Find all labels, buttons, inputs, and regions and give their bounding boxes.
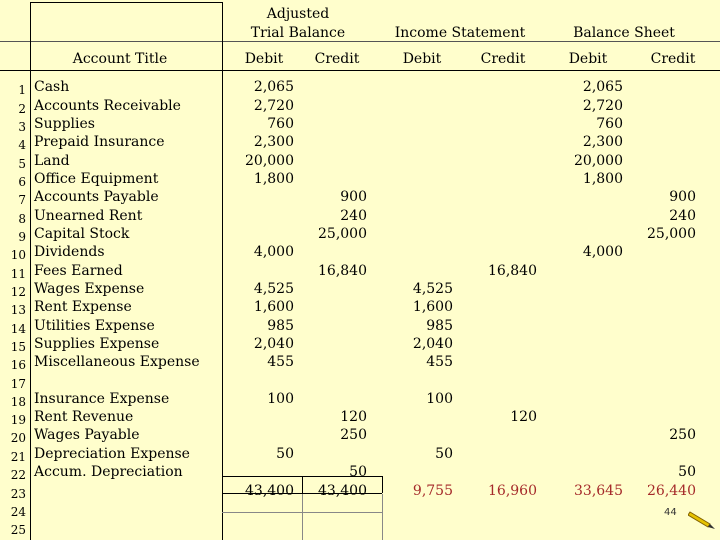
row-number: 10 [10, 248, 26, 262]
row-number: 19 [10, 413, 26, 427]
cell-is-c: 120 [510, 409, 537, 425]
cell-tb-d: 1,600 [253, 299, 294, 315]
cell-tb-d: 4,525 [253, 281, 294, 297]
row-number: 6 [18, 175, 26, 189]
cell-bs-c: 26,440 [647, 483, 696, 499]
cell-is-d: 2,040 [412, 336, 453, 352]
cell-tb-d: 2,065 [253, 79, 294, 95]
cell-bs-d: 1,800 [582, 171, 623, 187]
cell-tb-d: 100 [267, 391, 294, 407]
cell-bs-d: 2,065 [582, 79, 623, 95]
row-number: 3 [18, 120, 26, 134]
row-number: 2 [18, 102, 26, 116]
cell-bs-d: 33,645 [574, 483, 623, 499]
income-statement-header: Income Statement [394, 25, 526, 41]
account-title: Land [34, 153, 70, 169]
cell-bs-c: 240 [669, 208, 696, 224]
rownum-divider [30, 2, 31, 540]
header-rule [0, 41, 720, 42]
row24-box-mid [302, 494, 303, 540]
account-title: Rent Revenue [34, 409, 134, 425]
row-number: 20 [10, 431, 26, 445]
cell-tb-c: 25,000 [318, 226, 367, 242]
row-number: 4 [18, 138, 26, 152]
account-title: Dividends [34, 244, 105, 260]
cell-is-d: 100 [426, 391, 453, 407]
cell-tb-d: 455 [267, 354, 294, 370]
account-title: Cash [34, 79, 70, 95]
cell-is-d: 1,600 [412, 299, 453, 315]
cell-bs-c: 250 [669, 427, 696, 443]
cell-bs-d: 20,000 [574, 153, 623, 169]
account-title: Office Equipment [34, 171, 159, 187]
cell-tb-c: 43,400 [318, 483, 367, 499]
cell-is-d: 985 [426, 318, 453, 334]
cell-is-c: 16,960 [488, 483, 537, 499]
row-number: 9 [18, 230, 26, 244]
row-number: 18 [10, 395, 26, 409]
bs-debit-header: Debit [568, 51, 608, 67]
is-debit-header: Debit [402, 51, 442, 67]
cell-tb-c: 900 [340, 189, 367, 205]
row-number: 23 [10, 487, 26, 501]
cell-tb-d: 4,000 [253, 244, 294, 260]
header-top-rule [30, 2, 222, 3]
row-number: 12 [10, 285, 26, 299]
cell-bs-c: 50 [678, 464, 696, 480]
is-credit-header: Credit [480, 51, 526, 67]
cell-tb-c: 120 [340, 409, 367, 425]
bs-credit-header: Credit [650, 51, 696, 67]
cell-tb-c: 16,840 [318, 263, 367, 279]
cell-bs-d: 2,300 [582, 134, 623, 150]
row-number: 22 [10, 468, 26, 482]
account-title: Prepaid Insurance [34, 134, 165, 150]
row-number: 8 [18, 212, 26, 226]
cell-bs-d: 2,720 [582, 98, 623, 114]
cell-tb-d: 20,000 [245, 153, 294, 169]
account-title: Insurance Expense [34, 391, 170, 407]
account-title: Wages Payable [34, 427, 140, 443]
cell-is-d: 50 [435, 446, 453, 462]
row-number: 5 [18, 157, 26, 171]
cell-tb-c: 240 [340, 208, 367, 224]
account-title: Unearned Rent [34, 208, 143, 224]
cell-tb-c: 50 [349, 464, 367, 480]
cell-is-d: 4,525 [412, 281, 453, 297]
tb-debit-header: Debit [244, 51, 284, 67]
row-number: 25 [10, 523, 26, 537]
row-number: 15 [10, 340, 26, 354]
account-title: Wages Expense [34, 281, 145, 297]
account-title: Supplies Expense [34, 336, 160, 352]
row-number: 11 [10, 267, 26, 281]
cell-bs-c: 25,000 [647, 226, 696, 242]
row-number: 16 [10, 358, 26, 372]
row-number: 1 [18, 83, 26, 97]
cell-bs-d: 760 [596, 116, 623, 132]
cell-tb-d: 1,800 [253, 171, 294, 187]
cell-tb-d: 2,300 [253, 134, 294, 150]
cell-tb-c: 250 [340, 427, 367, 443]
cell-bs-d: 4,000 [582, 244, 623, 260]
row-number: 14 [10, 322, 26, 336]
page-number: 44 [664, 507, 677, 518]
tb-credit-header: Credit [314, 51, 360, 67]
cell-tb-d: 43,400 [245, 483, 294, 499]
row-number: 17 [10, 377, 26, 391]
account-title: Accounts Payable [34, 189, 159, 205]
cell-tb-d: 760 [267, 116, 294, 132]
row-number: 21 [10, 450, 26, 464]
balance-sheet-header: Balance Sheet [573, 25, 675, 41]
account-title: Utilities Expense [34, 318, 155, 334]
trial-balance-header: Adjusted Trial Balance [250, 6, 346, 41]
account-title-header: Account Title [72, 51, 168, 67]
account-title: Supplies [34, 116, 95, 132]
row-number: 7 [18, 193, 26, 207]
cell-bs-c: 900 [669, 189, 696, 205]
cell-is-c: 16,840 [488, 263, 537, 279]
account-title: Capital Stock [34, 226, 130, 242]
pencil-icon [688, 508, 716, 530]
column-header-rule [0, 70, 720, 71]
account-title: Miscellaneous Expense [34, 354, 200, 370]
account-title: Fees Earned [34, 263, 123, 279]
account-divider [222, 2, 223, 540]
cell-tb-d: 985 [267, 318, 294, 334]
cell-is-d: 455 [426, 354, 453, 370]
account-title: Depreciation Expense [34, 446, 190, 462]
row-number: 13 [10, 303, 26, 317]
account-title: Rent Expense [34, 299, 132, 315]
cell-tb-d: 50 [276, 446, 294, 462]
row-number: 24 [10, 505, 26, 519]
account-title: Accum. Depreciation [34, 464, 183, 480]
cell-is-d: 9,755 [412, 483, 453, 499]
cell-tb-d: 2,720 [253, 98, 294, 114]
cell-tb-d: 2,040 [253, 336, 294, 352]
account-title: Accounts Receivable [34, 98, 181, 114]
row24-box-right [382, 494, 383, 540]
